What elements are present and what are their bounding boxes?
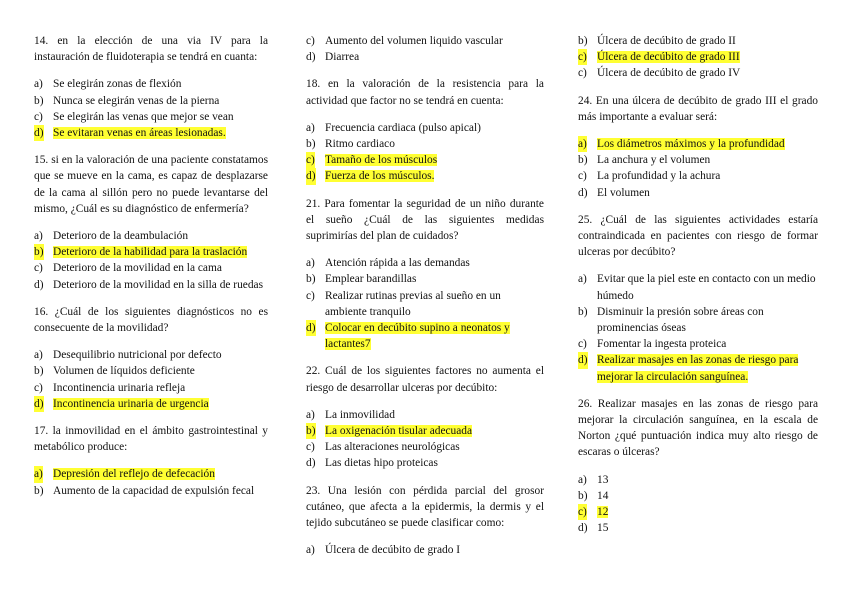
- answer-option: [306, 542, 544, 558]
- option-letter: a): [34, 78, 43, 91]
- option-text: Tamaño de los músculos: [325, 154, 438, 167]
- option-text: Fomentar la ingesta proteica: [597, 338, 727, 351]
- option-text: Colocar en decúbito supino a neonatos y lactantes7: [325, 322, 510, 351]
- answer-option: [578, 65, 818, 81]
- answer-option: [306, 49, 544, 65]
- option-letter: d): [306, 51, 316, 64]
- question-text: 17. la inmovilidad en el ámbito gastrointestinal y metabólico produce:: [34, 425, 268, 454]
- answer-option: [578, 168, 818, 184]
- option-text: 15: [597, 522, 609, 535]
- option-text: Evitar que la piel este en contacto con un medio húmedo: [597, 273, 816, 302]
- answer-option-correct: [306, 152, 544, 168]
- option-letter: a): [306, 544, 315, 557]
- answer-options: [306, 407, 544, 472]
- option-text: Depresión del reflejo de defecación: [53, 468, 215, 481]
- answer-option-correct: [34, 125, 268, 141]
- option-letter: d): [306, 168, 316, 184]
- option-text: Desequilibrio nutricional por defecto: [53, 349, 222, 362]
- option-text: Úlcera de decúbito de grado III: [597, 51, 740, 64]
- answer-options: [34, 466, 268, 498]
- option-letter: c): [34, 381, 43, 394]
- answer-option: [578, 271, 818, 303]
- answer-option-correct: [578, 136, 818, 152]
- option-text: Disminuir la presión sobre áreas con prominencias óseas: [597, 305, 764, 335]
- option-letter: c): [578, 170, 587, 183]
- option-text: Incontinencia urinaria refleja: [53, 381, 186, 394]
- answer-option: [306, 255, 544, 271]
- answer-option: [34, 483, 268, 499]
- answer-option: [34, 363, 268, 379]
- option-text: Se elegirán zonas de flexión: [53, 78, 182, 91]
- answer-option-correct: [306, 423, 544, 439]
- question-text: 18. en la valoración de la resistencia para la actividad que factor no se tendrá en cuenta:: [306, 78, 544, 107]
- answer-option: [578, 304, 818, 336]
- question-text: 16. ¿Cuál de los siguientes diagnósticos no es consecuente de la movilidad?: [34, 305, 268, 335]
- option-text: Se evitaran venas en áreas lesionadas.: [53, 127, 226, 140]
- column-3: [578, 33, 818, 547]
- answer-option: [578, 33, 818, 49]
- column-1: [34, 33, 268, 510]
- answer-option-correct: [34, 396, 268, 412]
- option-text: Incontinencia urinaria de urgencia: [53, 397, 209, 410]
- option-text: Fuerza de los músculos.: [325, 170, 435, 183]
- answer-option-correct: [578, 352, 818, 384]
- option-letter: b): [578, 154, 588, 167]
- option-text: Deterioro de la habilidad para la traslación: [53, 246, 248, 259]
- option-text: Atención rápida a las demandas: [325, 257, 470, 270]
- option-text: Úlcera de decúbito de grado I: [325, 544, 461, 557]
- option-text: La oxigenación tisular adecuada: [325, 425, 473, 438]
- answer-options: [306, 120, 544, 185]
- option-letter: d): [306, 320, 316, 336]
- answer-option: [34, 277, 268, 293]
- option-letter: c): [34, 110, 43, 123]
- column-2: [306, 33, 544, 569]
- option-letter: c): [306, 289, 315, 302]
- option-letter: c): [578, 504, 587, 520]
- option-letter: b): [578, 305, 588, 318]
- question-text: 25. ¿Cuál de las siguientes actividades estaría contraindicada en pacientes con riesgo de formar ulceras por decúbito?: [578, 213, 818, 259]
- option-text: La inmovilidad: [325, 408, 395, 421]
- answer-option: [578, 336, 818, 352]
- option-text: Aumento de la capacidad de expulsión fecal: [53, 484, 255, 497]
- option-letter: b): [34, 484, 44, 497]
- option-letter: a): [306, 257, 315, 270]
- option-letter: c): [34, 262, 43, 275]
- option-letter: d): [34, 125, 44, 141]
- option-text: Los diámetros máximos y la profundidad: [597, 138, 785, 151]
- question-text: 22. Cuál de los siguientes factores no aumenta el riesgo de desarrollar ulceras por decúbito:: [306, 365, 544, 394]
- option-text: Realizar masajes en las zonas de riesgo para mejorar la circulación sanguínea.: [597, 354, 799, 383]
- option-letter: a): [578, 273, 587, 286]
- option-text: Úlcera de decúbito de grado II: [597, 35, 736, 47]
- option-letter: c): [578, 67, 587, 80]
- answer-option: [34, 380, 268, 396]
- option-letter: a): [306, 408, 315, 421]
- answer-option-correct: [306, 320, 544, 352]
- answer-options: [578, 136, 818, 201]
- answer-option: [578, 520, 818, 536]
- option-text: 13: [597, 473, 609, 486]
- option-letter: a): [578, 136, 587, 152]
- option-text: La profundidad y la achura: [597, 170, 721, 183]
- option-text: El volumen: [597, 186, 650, 199]
- option-text: Emplear barandillas: [325, 273, 417, 286]
- option-letter: b): [306, 423, 316, 439]
- answer-option: [34, 76, 268, 92]
- option-letter: d): [578, 352, 588, 368]
- option-letter: a): [578, 473, 587, 486]
- question-text: 26. Realizar masajes en las zonas de riesgo para mejorar la circulación sanguínea, en la escala de Norton ¿qué puntuación indica muy alto riesgo de escaras o úlceras?: [578, 397, 818, 459]
- option-letter: b): [306, 138, 316, 151]
- option-letter: d): [34, 278, 44, 291]
- answer-option: [306, 455, 544, 471]
- answer-option: [306, 439, 544, 455]
- option-text: Frecuencia cardiaca (pulso apical): [325, 121, 481, 134]
- option-letter: c): [306, 35, 315, 47]
- answer-option: [34, 260, 268, 276]
- option-letter: d): [34, 396, 44, 412]
- answer-options: [578, 271, 818, 384]
- answer-option: [578, 488, 818, 504]
- question-text: 15. si en la valoración de una paciente constatamos que se mueve en la cama, es capaz de desplazarse de la cama al sillón pero no puede levantarse del mismo, ¿Cuál es su diagnóstico de enfermería?: [34, 154, 268, 215]
- option-letter: b): [578, 489, 588, 502]
- option-text: 14: [597, 489, 609, 502]
- answer-option: [578, 472, 818, 488]
- option-text: Se elegirán las venas que mejor se vean: [53, 110, 234, 123]
- option-letter: a): [34, 466, 43, 482]
- answer-option: [578, 152, 818, 168]
- answer-option-correct: [34, 244, 268, 260]
- option-letter: b): [34, 94, 44, 107]
- option-text: Deterioro de la deambulación: [53, 230, 189, 243]
- answer-options: [578, 33, 818, 82]
- option-text: Aumento del volumen liquido vascular: [325, 35, 503, 47]
- answer-options: [306, 542, 544, 558]
- answer-option: [306, 120, 544, 136]
- answer-option: [306, 288, 544, 320]
- option-letter: c): [306, 441, 315, 454]
- option-letter: b): [34, 365, 44, 378]
- option-text: Deterioro de la movilidad en la cama: [53, 262, 222, 275]
- option-letter: b): [306, 273, 316, 286]
- answer-option: [34, 228, 268, 244]
- answer-option: [34, 109, 268, 125]
- option-letter: a): [306, 121, 315, 134]
- answer-options: [306, 255, 544, 352]
- answer-option: [306, 271, 544, 287]
- option-text: Deterioro de la movilidad en la silla de ruedas: [53, 278, 264, 291]
- option-letter: d): [578, 186, 588, 199]
- answer-option-correct: [34, 466, 268, 482]
- option-letter: c): [306, 152, 315, 168]
- option-letter: a): [34, 230, 43, 243]
- answer-options: [306, 33, 544, 65]
- answer-option: [306, 407, 544, 423]
- answer-options: [578, 472, 818, 537]
- option-letter: b): [34, 244, 44, 260]
- option-letter: d): [306, 457, 316, 470]
- question-text: 24. En una úlcera de decúbito de grado III el grado más importante a evaluar será:: [578, 94, 818, 123]
- question-text: 23. Una lesión con pérdida parcial del grosor cutáneo, que afecta a la epidermis, la dermis y el tejido subcutáneo se puede clasificar como:: [306, 484, 544, 530]
- option-text: Volumen de líquidos deficiente: [53, 365, 195, 378]
- answer-option: [34, 93, 268, 109]
- answer-option: [306, 136, 544, 152]
- answer-option: [306, 33, 544, 49]
- option-text: 12: [597, 506, 609, 519]
- option-text: Las dietas hipo proteicas: [325, 457, 438, 470]
- option-text: Realizar rutinas previas al sueño en un ambiente tranquilo: [325, 289, 501, 318]
- option-text: Diarrea: [325, 51, 360, 64]
- option-letter: a): [34, 349, 43, 362]
- option-text: Úlcera de decúbito de grado IV: [597, 67, 741, 80]
- question-text: 14. en la elección de una via IV para la instauración de fluidoterapia se tendrá en cuanta:: [34, 35, 268, 64]
- option-letter: d): [578, 522, 588, 535]
- answer-option-correct: [578, 504, 818, 520]
- answer-options: [34, 228, 268, 293]
- answer-options: [34, 76, 268, 141]
- option-text: La anchura y el volumen: [597, 154, 711, 167]
- question-text: 21. Para fomentar la seguridad de un niño durante el sueño ¿Cuál de las siguientes medidas suprimirías del plan de cuidados?: [306, 197, 544, 243]
- answer-options: [34, 347, 268, 412]
- option-text: Nunca se elegirán venas de la pierna: [53, 94, 220, 107]
- option-letter: c): [578, 49, 587, 65]
- option-letter: c): [578, 338, 587, 351]
- answer-option-correct: [578, 49, 818, 65]
- option-text: Ritmo cardiaco: [325, 138, 395, 151]
- option-text: Las alteraciones neurológicas: [325, 441, 460, 454]
- answer-option: [578, 185, 818, 201]
- answer-option-correct: [306, 168, 544, 184]
- option-letter: b): [578, 35, 588, 47]
- answer-option: [34, 347, 268, 363]
